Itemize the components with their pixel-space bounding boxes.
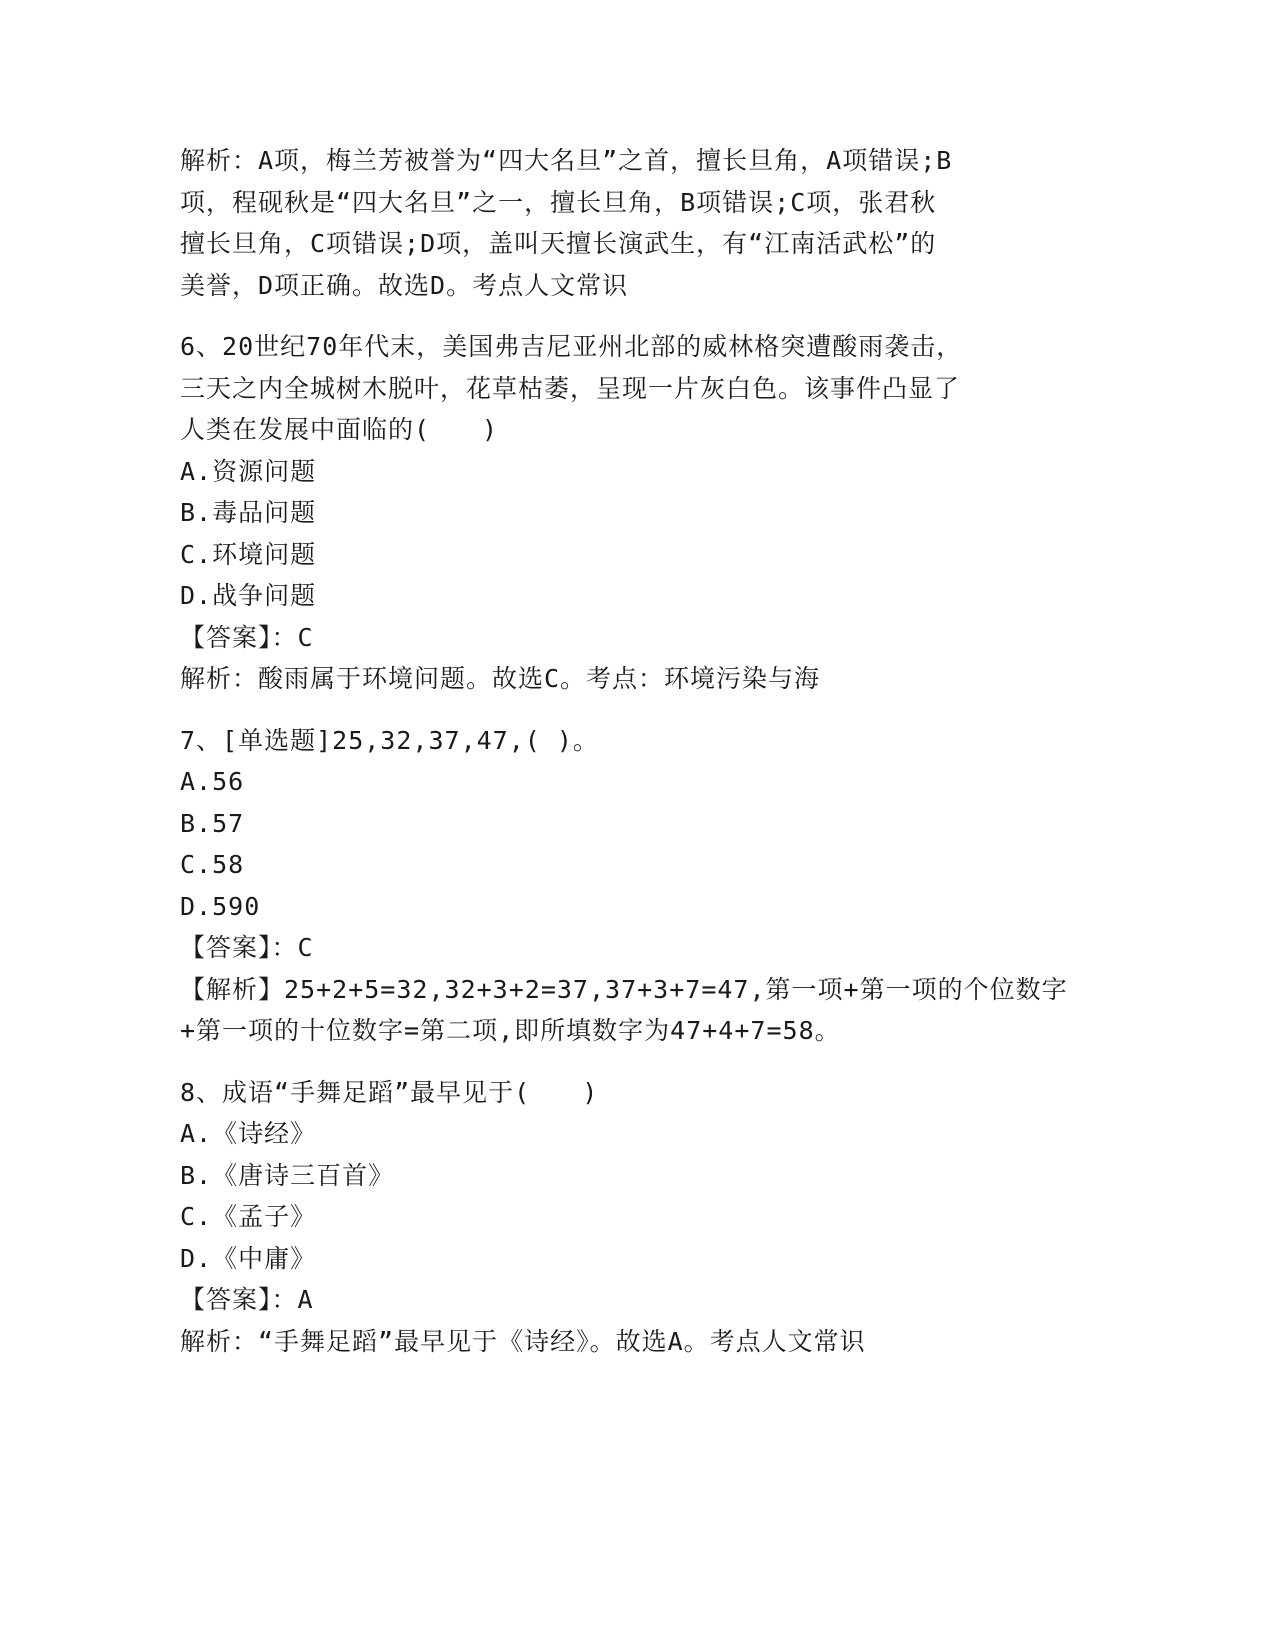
q8-option-a: A.《诗经》 <box>180 1119 317 1148</box>
q5-analysis-line: 解析：A项，梅兰芳被誉为“四大名旦”之首，擅长旦角，A项错误;B <box>180 146 953 175</box>
question-8 <box>180 1072 1040 1363</box>
q7-option-b: B.57 <box>180 808 245 838</box>
q6-option-a: A.资源问题 <box>180 456 317 486</box>
q7-option-c: C.58 <box>180 850 245 879</box>
question-7 <box>180 720 1068 1052</box>
q6-option-c: C.环境问题 <box>180 539 317 569</box>
q6-stem-line: 人类在发展中面临的( ) <box>180 415 499 444</box>
q7-stem: 7、[单选题]25,32,37,47,( )。 <box>180 725 599 755</box>
spacer <box>180 306 1040 326</box>
spacer <box>180 700 1040 720</box>
q8-option-b: B.《唐诗三百首》 <box>180 1160 395 1190</box>
q8-option-d: D.《中庸》 <box>180 1243 317 1273</box>
q6-stem-line: 6、20世纪70年代末，美国弗吉尼亚州北部的威林格突遭酸雨袭击， <box>180 332 963 361</box>
document-page <box>180 140 1068 1362</box>
q6-option-b: B.毒品问题 <box>180 498 317 527</box>
q7-analysis-line: +第一项的十位数字=第二项,即所填数字为47+4+7=58。 <box>180 1016 841 1045</box>
q6-option-d: D.战争问题 <box>180 581 317 610</box>
question-6 <box>180 326 1040 700</box>
q6-stem-line: 三天之内全城树木脱叶，花草枯萎，呈现一片灰白色。该事件凸显了 <box>180 373 961 403</box>
q5-analysis-line: 项，程砚秋是“四大名旦”之一，擅长旦角，B项错误;C项，张君秋 <box>180 187 937 217</box>
q8-answer: 【答案】：A <box>180 1285 314 1314</box>
q7-analysis-line: 【解析】25+2+5=32,32+3+2=37,37+3+7=47,第一项+第一项的个位数字 <box>180 974 1068 1004</box>
q7-answer: 【答案】：C <box>180 933 314 962</box>
q8-analysis: 解析：“手舞足蹈”最早见于《诗经》。故选A。考点人文常识 <box>180 1326 866 1356</box>
q7-option-a: A.56 <box>180 767 245 796</box>
q7-option-d: D.590 <box>180 891 261 921</box>
spacer <box>180 1052 1040 1072</box>
q8-option-c: C.《孟子》 <box>180 1202 317 1231</box>
q6-analysis: 解析：酸雨属于环境问题。故选C。考点：环境污染与海 <box>180 664 821 693</box>
q6-answer: 【答案】：C <box>180 622 314 652</box>
q5-analysis-line: 擅长旦角，C项错误;D项，盖叫天擅长演武生，有“江南活武松”的 <box>180 229 937 258</box>
q8-stem: 8、成语“手舞足蹈”最早见于( ) <box>180 1077 599 1107</box>
q5-analysis <box>180 140 1040 306</box>
q5-analysis-line: 美誉，D项正确。故选D。考点人文常识 <box>180 270 629 300</box>
